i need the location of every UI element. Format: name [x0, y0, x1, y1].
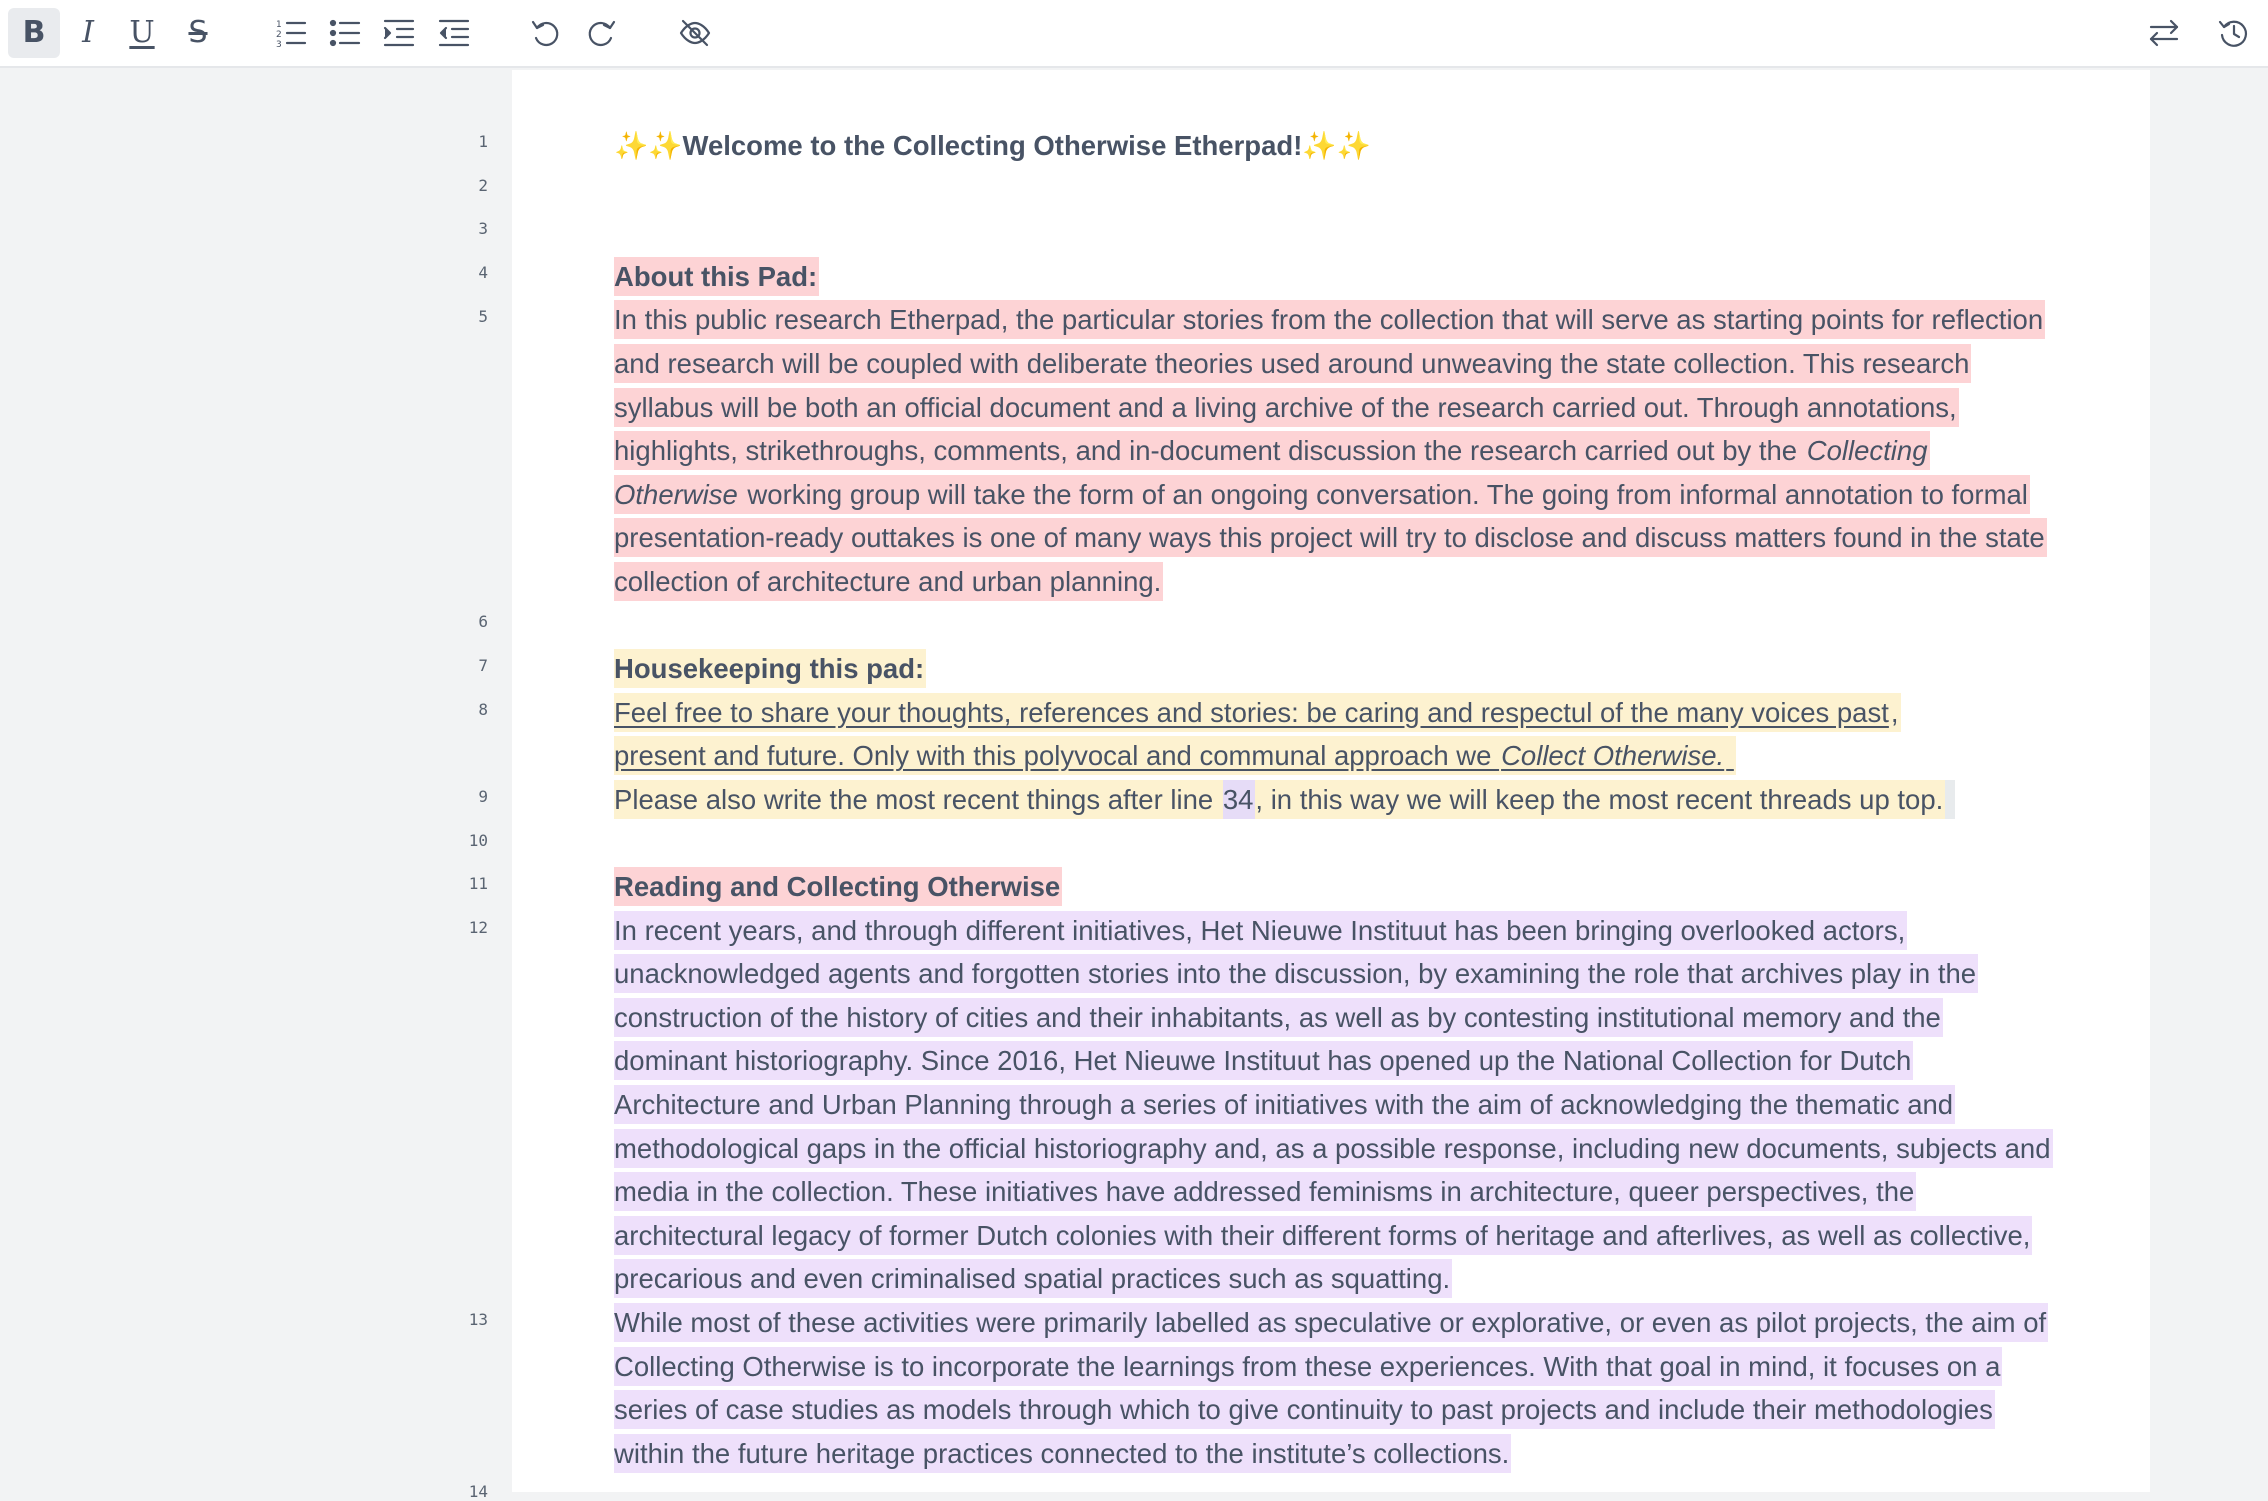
- line-number-gutter: [0, 70, 512, 1501]
- pad-content[interactable]: [614, 124, 2054, 1475]
- housekeeping-text-2: present and future. Only with this polyvocal and communal approach we: [614, 736, 1501, 775]
- housekeeping-heading-line[interactable]: [614, 647, 2054, 691]
- reading-heading-line[interactable]: [614, 865, 2054, 909]
- line-number: 5: [478, 307, 488, 326]
- empty-line[interactable]: [614, 211, 2054, 255]
- housekeeping-comma: ,: [1891, 693, 1901, 732]
- outdent-button[interactable]: [428, 8, 480, 58]
- sparkles-emoji: ✨✨: [1302, 130, 1371, 161]
- strikethrough-button[interactable]: [172, 8, 224, 58]
- line-number: 12: [468, 918, 488, 937]
- clear-authorship-button[interactable]: [669, 8, 721, 58]
- doc-title: Welcome to the Collecting Otherwise Etherpad!: [682, 130, 1303, 161]
- reading-paragraph-2[interactable]: [614, 1301, 2054, 1475]
- housekeeping-paragraph[interactable]: [614, 691, 2054, 778]
- editor-toolbar: [0, 0, 2268, 68]
- line-number: 7: [478, 656, 488, 675]
- bold-icon: B: [22, 15, 46, 50]
- line-number: 13: [468, 1310, 488, 1329]
- reading-text-1: In recent years, and through different initiatives, Het Nieuwe Instituut has been bringing overlooked actors, unacknowledged agents and forgotten stories into the discussion, by examining the role that archives play in the construction of the history of cities and their inhabitants, as well as by contesting institutional memory and the dominant historiography. Since 2016, Het Nieuwe Instituut has opened up the National Collection for Dutch Architecture and Urban Planning through a series of initiatives with the aim of acknowledging the thematic and methodological gaps in the official historiography and, as a possible response, including new documents, subjects and media in the collection. These initiatives have addressed feminisms in architecture, queer perspectives, the architectural legacy of former Dutch colonies with their different forms of heritage and afterlives, as well as collective, precarious and even criminalised spatial practices such as squatting.: [614, 911, 2053, 1299]
- line-number: 11: [468, 874, 488, 893]
- housekeeping-note-text-2: , in this way we will keep the most recent threads up top.: [1255, 780, 1945, 819]
- reading-heading: Reading and Collecting Otherwise: [614, 867, 1062, 906]
- hide-authorship-icon: [678, 16, 712, 50]
- housekeeping-note[interactable]: [614, 778, 2054, 822]
- housekeeping-note-text: Please also write the most recent things after line: [614, 780, 1223, 819]
- about-heading-line[interactable]: [614, 255, 2054, 299]
- unordered-list-button[interactable]: [319, 8, 371, 58]
- sparkles-emoji: ✨✨: [614, 130, 683, 161]
- empty-line[interactable]: [614, 604, 2054, 648]
- about-italic: Collecting Otherwise: [614, 431, 1930, 514]
- line-number: 10: [468, 831, 488, 850]
- outdent-icon: [437, 16, 471, 50]
- reading-text-2: While most of these activities were primarily labelled as speculative or explorative, or even as pilot projects, the aim of Collecting Otherwise is to incorporate the learnings from these experiences. With that goal in mind, it focuses on a series of case studies as models through which to give continuity to past projects and include their methodologies within the future heritage practices connected to the institute’s collections.: [614, 1303, 2048, 1473]
- line-number: 14: [468, 1482, 488, 1501]
- import-export-button[interactable]: [2138, 8, 2190, 58]
- unordered-list-icon: [328, 16, 362, 50]
- svg-text:1: 1: [276, 20, 282, 30]
- redo-icon: [584, 16, 618, 50]
- timeslider-button[interactable]: [2208, 8, 2260, 58]
- line-number: 6: [478, 612, 488, 631]
- about-text-2: working group will take the form of an ongoing conversation. The going from informal annotation to formal presentation-ready outtakes is one of many ways this project will try to disclose and discuss matters found in the state collection of architecture and urban planning.: [614, 475, 2047, 601]
- housekeeping-italic: Collect Otherwise.: [1501, 736, 1726, 775]
- about-paragraph[interactable]: [614, 298, 2054, 603]
- redo-button[interactable]: [575, 8, 627, 58]
- import-export-icon: [2147, 16, 2181, 50]
- indent-icon: [382, 16, 416, 50]
- indent-button[interactable]: [373, 8, 425, 58]
- reading-paragraph-1[interactable]: [614, 909, 2054, 1301]
- svg-text:2: 2: [276, 30, 282, 40]
- line-number: 2: [478, 176, 488, 195]
- line-number: 9: [478, 787, 488, 806]
- ordered-list-button[interactable]: [265, 8, 317, 58]
- doc-title-line[interactable]: [614, 124, 2054, 168]
- underline-icon: U: [129, 15, 155, 50]
- line-number: 1: [478, 132, 488, 151]
- line-reference: 34: [1223, 780, 1256, 819]
- undo-icon: [529, 16, 563, 50]
- housekeeping-heading: Housekeeping this pad:: [614, 649, 926, 688]
- italic-icon: I: [82, 15, 94, 50]
- ordered-list-icon: [274, 16, 308, 50]
- about-text: In this public research Etherpad, the particular stories from the collection that will serve as starting points for reflection and research will be coupled with deliberate theories used around unweaving the state collection. This research syllabus will be both an official document and a living archive of the research carried out. Through annotations, highlights, strikethroughs, comments, and in-document discussion the research carried out by the: [614, 300, 2045, 470]
- empty-line[interactable]: [614, 822, 2054, 866]
- about-heading: About this Pad:: [614, 257, 819, 296]
- undo-button[interactable]: [520, 8, 572, 58]
- strikethrough-icon: S: [188, 15, 208, 50]
- line-number: 3: [478, 219, 488, 238]
- housekeeping-text: Feel free to share your thoughts, references and stories: be caring and respectul of the many voices past: [614, 693, 1891, 732]
- svg-text:3: 3: [276, 40, 282, 50]
- underline-button[interactable]: [116, 8, 168, 58]
- pad-document[interactable]: [512, 70, 2150, 1492]
- timeslider-icon: [2217, 16, 2251, 50]
- bold-button[interactable]: [8, 8, 60, 58]
- empty-line[interactable]: [614, 168, 2054, 212]
- line-number: 8: [478, 700, 488, 719]
- italic-button[interactable]: [62, 8, 114, 58]
- line-number: 4: [478, 263, 488, 282]
